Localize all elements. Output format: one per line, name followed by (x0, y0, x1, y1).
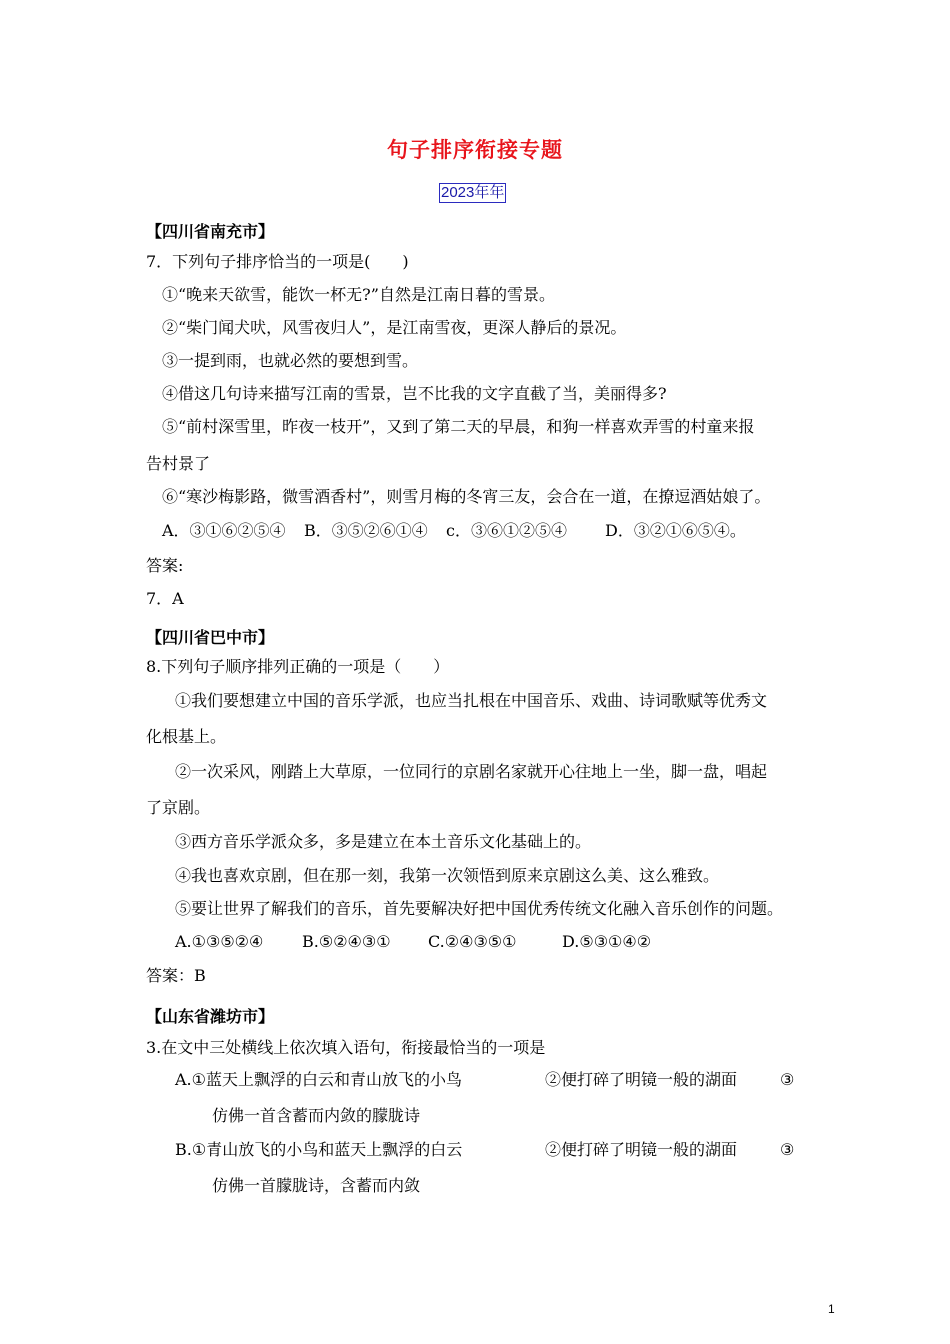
option-b-cont: 仿佛一首朦胧诗，含蓄而内敛 (212, 1176, 421, 1195)
sentence-item: ④借这几句诗来描写江南的雪景，岂不比我的文字直截了当，美丽得多? (162, 384, 667, 403)
sentence-item: ③西方音乐学派众多，多是建立在本土音乐文化基础上的。 (175, 832, 592, 851)
option-c: c．③⑥①②⑤④ (446, 521, 567, 540)
sentence-item: ⑤“前村深雪里，昨夜一枝开”，又到了第二天的早晨，和狗一样喜欢弄雪的村童来报 (162, 417, 755, 436)
sentence-item: ①“晚来天欲雪，能饮一杯无?”自然是江南日暮的雪景。 (162, 285, 555, 304)
question-7: 7．下列句子排序恰当的一项是( ) (146, 252, 409, 271)
answer-value: 7．A (146, 589, 184, 608)
section-header-nanchong: 【四川省南充市】 (146, 222, 275, 241)
page-title: 句子排序衔接专题 (387, 137, 563, 162)
section-header-weifang: 【山东省潍坊市】 (146, 1007, 275, 1026)
option-a-part3: ③ (780, 1070, 795, 1089)
sentence-item: ①我们要想建立中国的音乐学派，也应当扎根在中国音乐、戏曲、诗词歌赋等优秀文 (175, 691, 768, 710)
page-number: 1 (828, 1302, 835, 1316)
option-a-cont: 仿佛一首含蓄而内敛的朦胧诗 (212, 1106, 421, 1125)
sentence-item-cont: 化根基上。 (146, 727, 227, 746)
option-c: C.②④③⑤① (428, 932, 517, 951)
sentence-item-cont: 告村景了 (146, 454, 211, 473)
option-a: A.①③⑤②④ (175, 932, 264, 951)
question-3: 3.在文中三处横线上依次填入语句，衔接最恰当的一项是 (146, 1038, 546, 1057)
option-d: D．③②①⑥⑤④。 (605, 521, 746, 540)
option-b-part2: ②便打碎了明镜一般的湖面 (545, 1140, 738, 1159)
answer-value: 答案：B (146, 966, 206, 985)
year-box: 2023年年 (441, 184, 505, 201)
sentence-item: ③一提到雨，也就必然的要想到雪。 (162, 351, 419, 370)
sentence-item: ②一次采风，刚踏上大草原，一位同行的京剧名家就开心往地上一坐，脚一盘，唱起 (175, 762, 768, 781)
sentence-item: ④我也喜欢京剧，但在那一刻，我第一次领悟到原来京剧这么美、这么雅致。 (175, 866, 720, 885)
sentence-item: ⑥“寒沙梅影路，微雪酒香村”，则雪月梅的冬宵三友，会合在一道，在撩逗酒姑娘了。 (162, 487, 771, 506)
sentence-item-cont: 了京剧。 (146, 798, 211, 817)
option-a-part2: ②便打碎了明镜一般的湖面 (545, 1070, 738, 1089)
option-b: B．③⑤②⑥①④ (304, 521, 428, 540)
option-b-part3: ③ (780, 1140, 795, 1159)
option-d: D.⑤③①④② (562, 932, 652, 951)
answer-label: 答案: (146, 556, 184, 575)
question-8: 8.下列句子顺序排列正确的一项是（ ） (146, 657, 450, 676)
option-a-part1: A.①蓝天上飘浮的白云和青山放飞的小鸟 (175, 1070, 462, 1089)
section-header-bazhong: 【四川省巴中市】 (146, 628, 275, 647)
sentence-item: ②“柴门闻犬吠，风雪夜归人”，是江南雪夜，更深人静后的景况。 (162, 318, 627, 337)
option-a: A．③①⑥②⑤④ (162, 521, 286, 540)
option-b-part1: B.①青山放飞的小鸟和蓝天上飘浮的白云 (175, 1140, 463, 1159)
sentence-item: ⑤要让世界了解我们的音乐，首先要解决好把中国优秀传统文化融入音乐创作的问题。 (175, 899, 784, 918)
option-b: B.⑤②④③① (302, 932, 391, 951)
